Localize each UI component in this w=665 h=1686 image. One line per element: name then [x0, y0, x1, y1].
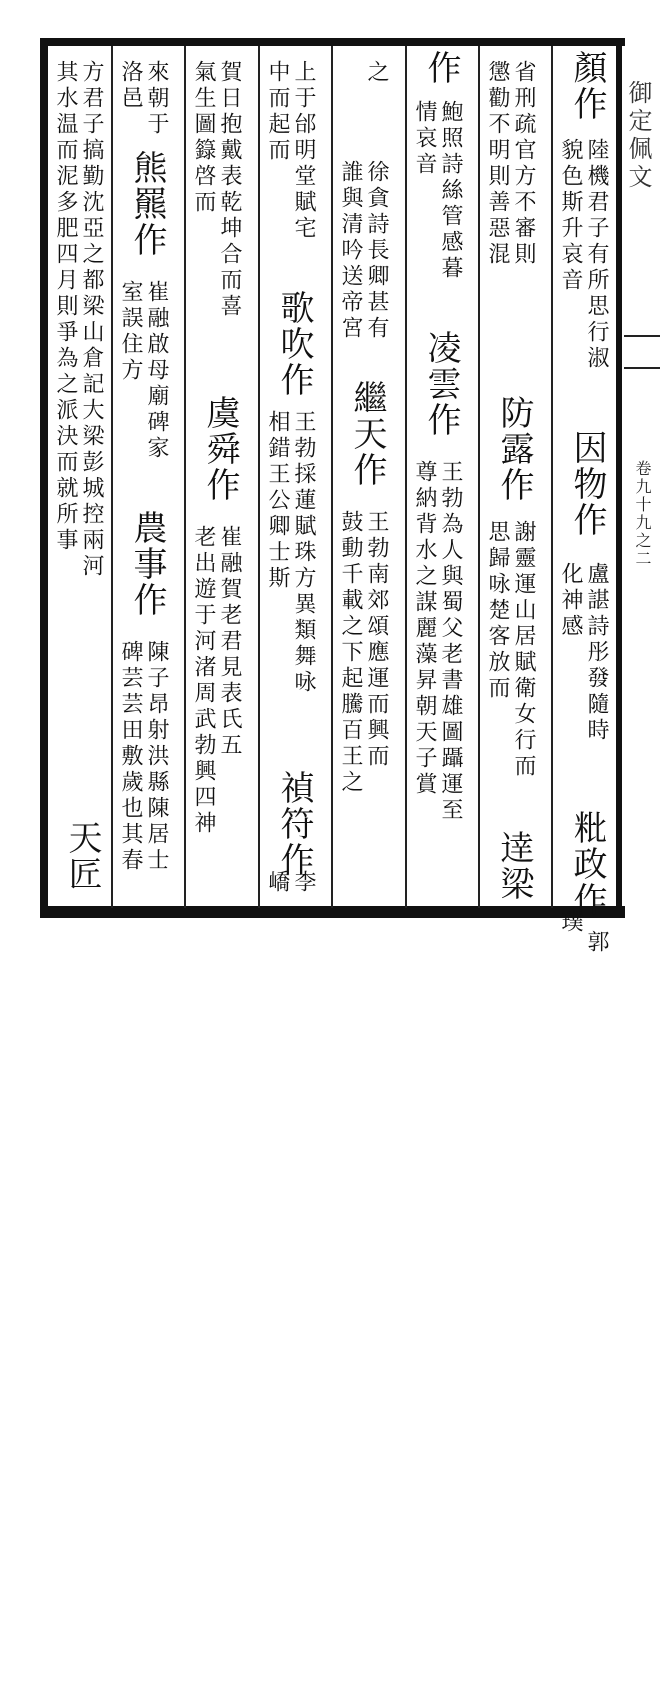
entry-text: 貌色斯升哀音 — [558, 138, 583, 294]
text-column-8 — [52, 50, 104, 906]
margin-volume-label: 卷九十九之二 — [633, 460, 652, 568]
entry-text: 思歸咏楚客放而 — [485, 520, 510, 702]
entry-head: 歌吹作 — [274, 290, 314, 398]
entry-text: 崔融啟母廟碑家 — [144, 280, 169, 462]
entry-head: 禎符作 — [274, 770, 314, 878]
entry-text: 郭 — [584, 930, 609, 956]
text-column-5 — [264, 50, 316, 906]
entry-head: 農事作 — [127, 510, 167, 618]
entry-head: 虞舜作 — [200, 395, 240, 503]
entry-head: 顏作 — [567, 50, 607, 122]
entry-text: 賀日抱戴表乾坤合而喜 — [217, 60, 242, 320]
entry-head: 因物作 — [567, 430, 607, 538]
entry-text: 老出遊于河渚周武勃興四神 — [191, 525, 216, 837]
entry-text: 嶠 — [265, 870, 290, 896]
entry-head: 防露作 — [494, 395, 534, 503]
entry-text: 璞 — [558, 910, 583, 936]
frame-top-border — [40, 38, 625, 46]
entry-text: 方君子搞勤沈亞之都梁山倉記大梁彭城控兩河 — [79, 60, 104, 580]
entry-text: 王勃南郊頌應運而興而 — [364, 510, 389, 770]
column-rule — [331, 46, 333, 908]
entry-text: 鼓動千載之下起騰百王之 — [338, 510, 363, 796]
column-rule — [551, 46, 553, 908]
entry-text: 洛邑 — [118, 60, 143, 112]
entry-text: 陸機君子有所思行淑 — [584, 138, 609, 372]
entry-text: 陳子昂射洪縣陳居士 — [144, 640, 169, 874]
entry-text: 李 — [291, 870, 316, 896]
entry-text: 來朝于 — [144, 60, 169, 138]
entry-head: 熊羆作 — [127, 150, 167, 258]
entry-head: 粃政作 — [567, 810, 607, 918]
entry-head: 天匠 — [62, 820, 102, 892]
entry-text: 省刑疏官方不審則 — [511, 60, 536, 268]
entry-text: 相錯王公卿士斯 — [265, 410, 290, 592]
text-column-3 — [411, 50, 463, 906]
column-rule — [478, 46, 480, 908]
entry-text: 盧諶詩彤發隨時 — [584, 562, 609, 744]
entry-text: 室誤住方 — [118, 280, 143, 384]
entry-head: 作 — [421, 50, 461, 86]
text-column-7 — [117, 50, 169, 906]
entry-text: 王勃為人與蜀父老書雄圖躡運至 — [438, 460, 463, 824]
page-margin — [624, 40, 660, 920]
entry-head: 逹梁 — [494, 830, 534, 902]
text-column-1 — [557, 50, 609, 956]
entry-text: 尊納背水之謀麗藻昇朝天子賞 — [412, 460, 437, 798]
entry-text: 謝靈運山居賦衛女行而 — [511, 520, 536, 780]
frame-left-border — [40, 38, 48, 916]
text-column-6 — [190, 50, 242, 906]
margin-book-title: 御定佩文 — [624, 80, 652, 192]
fish-tail-mark — [624, 335, 660, 369]
entry-text: 徐貪詩長卿甚有 — [364, 160, 389, 342]
entry-text: 之 — [364, 60, 389, 86]
entry-text: 鮑照詩絲管感暮 — [438, 100, 463, 282]
entry-text: 王勃採蓮賦珠方異類舞咏 — [291, 410, 316, 696]
column-rule — [184, 46, 186, 908]
entry-text: 崔融賀老君見表氏五 — [217, 525, 242, 759]
entry-head: 繼天作 — [347, 380, 387, 488]
text-column-2 — [484, 50, 536, 906]
entry-text: 化神感 — [558, 562, 583, 640]
entry-text: 情哀音 — [412, 100, 437, 178]
column-rule — [111, 46, 113, 908]
text-column-4 — [337, 50, 389, 906]
entry-text: 上于邰明堂賦宅 — [291, 60, 316, 242]
entry-text: 氣生圖籙啓而 — [191, 60, 216, 216]
entry-text: 中而起而 — [265, 60, 290, 164]
entry-text: 其水温而泥多肥四月則爭為之派決而就所事 — [53, 60, 78, 554]
column-rule — [405, 46, 407, 908]
entry-text: 誰與清吟送帝宮 — [338, 160, 363, 342]
entry-text: 碑芸芸田敷歲也其春 — [118, 640, 143, 874]
entry-head: 凌雲作 — [421, 330, 461, 438]
column-rule — [258, 46, 260, 908]
entry-text: 懲勸不明則善惡混 — [485, 60, 510, 268]
